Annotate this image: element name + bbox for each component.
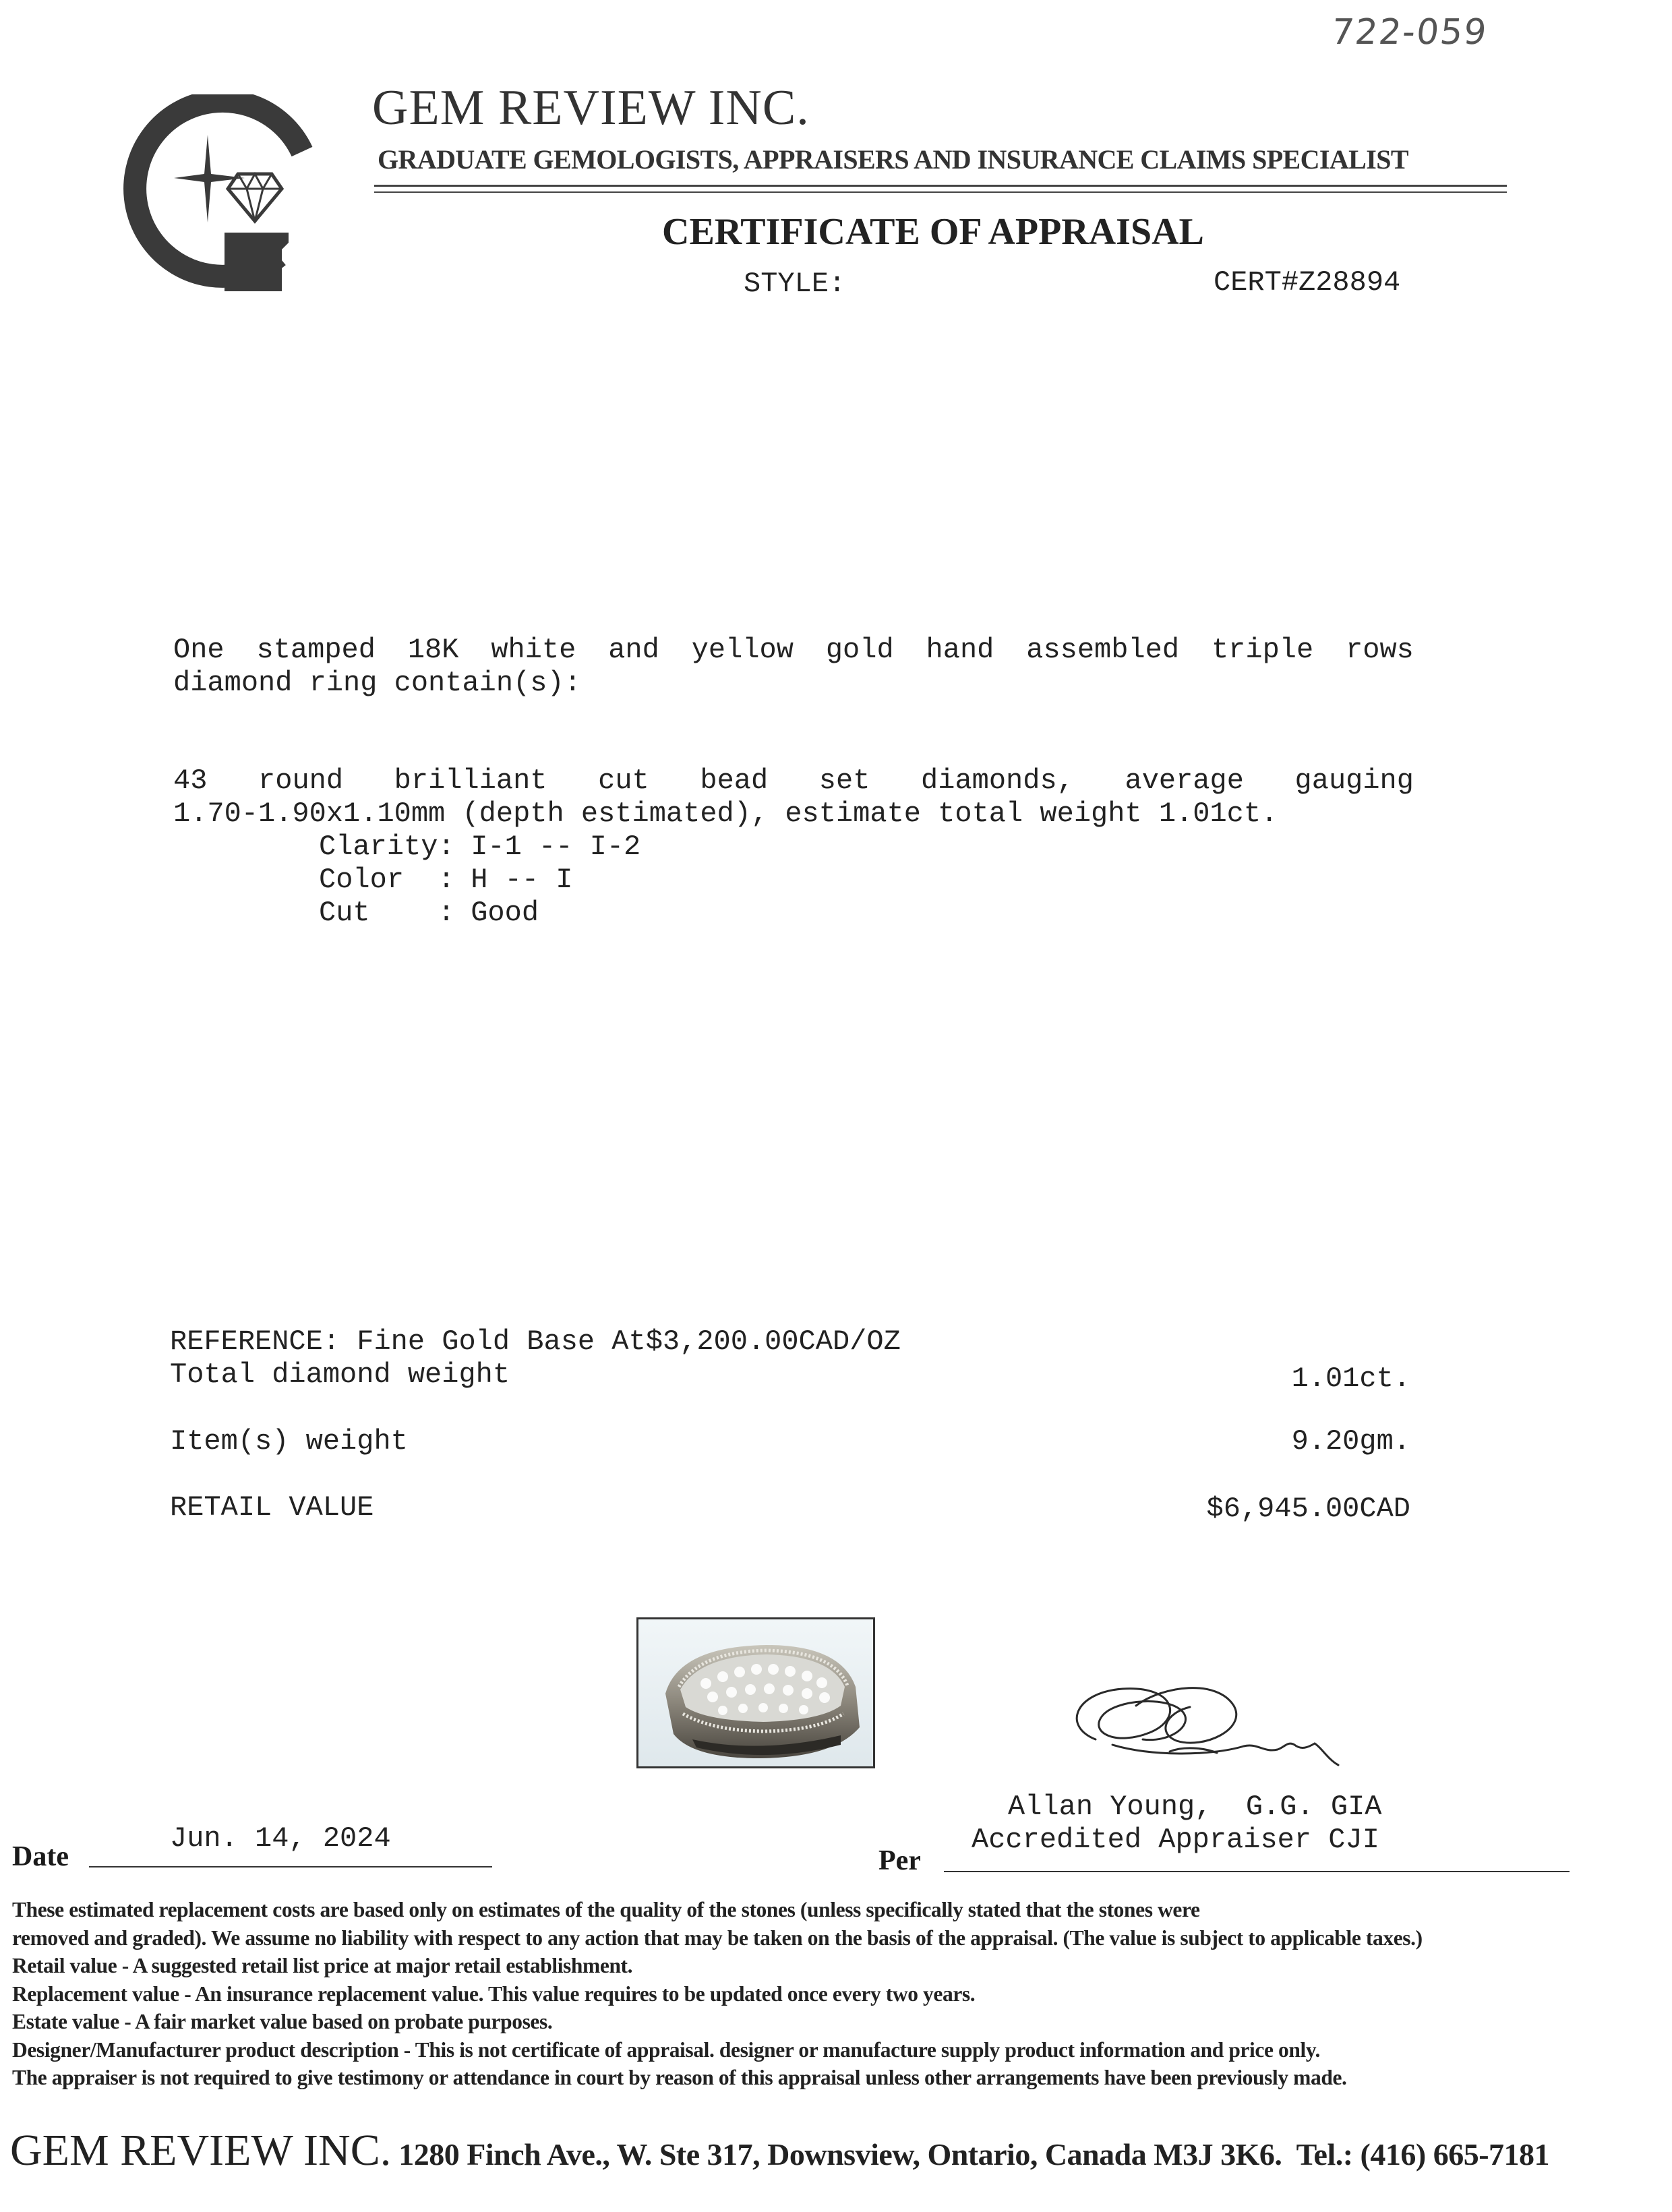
retail-value-amount: $6,945.00CAD <box>1206 1493 1410 1525</box>
gem-review-logo-icon <box>120 94 322 297</box>
fine-print <box>12 1896 1657 2092</box>
total-diamond-weight-value: 1.01ct. <box>1291 1363 1410 1395</box>
header-rule <box>374 191 1507 193</box>
description-word: assembled <box>1026 634 1180 666</box>
certificate-title: CERTIFICATE OF APPRAISAL <box>662 211 1204 253</box>
description-word: brilliant <box>394 765 547 797</box>
fine-print-line: removed and graded). We assume no liability with respect to any action that may be taken on the basis of the appraisal. (The value is subject to applicable taxes.) <box>12 1925 1423 1950</box>
reference-line: REFERENCE: Fine Gold Base At$3,200.00CAD/OZ <box>170 1325 901 1358</box>
fine-print-line: The appraiser is not required to give testimony or attendance in court by reason of this appraisal unless other arrangements have been previously made. <box>12 2066 1347 2089</box>
spec-label: Cut : <box>319 897 455 929</box>
description-word: hand <box>926 634 994 666</box>
per-label: Per <box>878 1845 921 1876</box>
item-weight-value: 9.20gm. <box>1291 1425 1410 1458</box>
footer <box>10 2125 1549 2176</box>
description-line <box>173 634 1414 666</box>
handwritten-note: 722-059 <box>1329 12 1490 53</box>
fine-print-line: Estate value - A fair market value based on probate purposes. <box>12 2010 553 2033</box>
spec-clarity <box>319 831 640 863</box>
description-word: yellow <box>691 634 794 666</box>
description-word: stamped <box>256 634 376 666</box>
date-value: Jun. 14, 2024 <box>170 1822 391 1855</box>
description-word: 18K <box>407 634 459 666</box>
description-word: average <box>1125 765 1244 797</box>
date-line <box>89 1866 492 1867</box>
spec-label: Color : <box>319 864 455 896</box>
ring-photo <box>636 1617 875 1768</box>
style-label: STYLE: <box>744 268 846 300</box>
fine-print-line: Retail value - A suggested retail list price at major retail establishment. <box>12 1954 633 1977</box>
signature-icon <box>1048 1665 1385 1787</box>
description-word: bead <box>700 765 769 797</box>
description-word: diamonds, <box>921 765 1074 797</box>
description-word: rows <box>1346 634 1414 666</box>
cert-number: CERT#Z28894 <box>1214 266 1401 299</box>
footer-company-name: GEM REVIEW INC. <box>10 2126 392 2175</box>
description-word: gold <box>825 634 894 666</box>
description-word: cut <box>598 765 649 797</box>
fine-print-line: Replacement value - An insurance replacement value. This value requires to be updated once every two years. <box>12 1981 976 2006</box>
description-word: white <box>491 634 576 666</box>
company-tagline: GRADUATE GEMOLOGISTS, APPRAISERS AND INSURANCE CLAIMS SPECIALIST <box>378 144 1408 175</box>
retail-value-label: RETAIL VALUE <box>170 1491 374 1524</box>
date-label: Date <box>12 1841 69 1872</box>
appraiser-title: Accredited Appraiser CJI <box>972 1824 1379 1856</box>
fine-print-line: Designer/Manufacturer product description - This is not certificate of appraisal. designer or manufacture supply product information and price only. <box>12 2037 1320 2062</box>
spec-value: Good <box>471 897 539 929</box>
description-word: round <box>258 765 344 797</box>
company-name: GEM REVIEW INC. <box>372 80 810 136</box>
per-line <box>944 1871 1570 1872</box>
header-rule <box>374 185 1507 187</box>
spec-label: Clarity: <box>319 831 455 863</box>
spec-value: H -- I <box>471 864 573 896</box>
description-word: 43 <box>173 765 208 797</box>
spec-color <box>319 864 572 896</box>
ring-icon <box>638 1619 873 1766</box>
total-diamond-weight-label: Total diamond weight <box>170 1358 510 1391</box>
description-line <box>173 765 1414 797</box>
description-word: set <box>818 765 870 797</box>
description-word: One <box>173 634 225 666</box>
description-word: triple <box>1211 634 1314 666</box>
description-word: gauging <box>1294 765 1414 797</box>
spec-cut <box>319 897 539 929</box>
spec-value: I-1 -- I-2 <box>471 831 641 863</box>
item-weight-label: Item(s) weight <box>170 1425 408 1458</box>
description-line: diamond ring contain(s): <box>173 667 581 699</box>
appraiser-name: Allan Young, G.G. GIA <box>1008 1791 1382 1823</box>
fine-print-line: These estimated replacement costs are based only on estimates of the quality of the stones (unless specifically stated that the stones were <box>12 1898 1200 1921</box>
description-word: and <box>608 634 659 666</box>
description-line: 1.70-1.90x1.10mm (depth estimated), estimate total weight 1.01ct. <box>173 798 1278 830</box>
footer-address: 1280 Finch Ave., W. Ste 317, Downsview, Ontario, Canada M3J 3K6. Tel.: (416) 665-7181 <box>391 2137 1550 2172</box>
